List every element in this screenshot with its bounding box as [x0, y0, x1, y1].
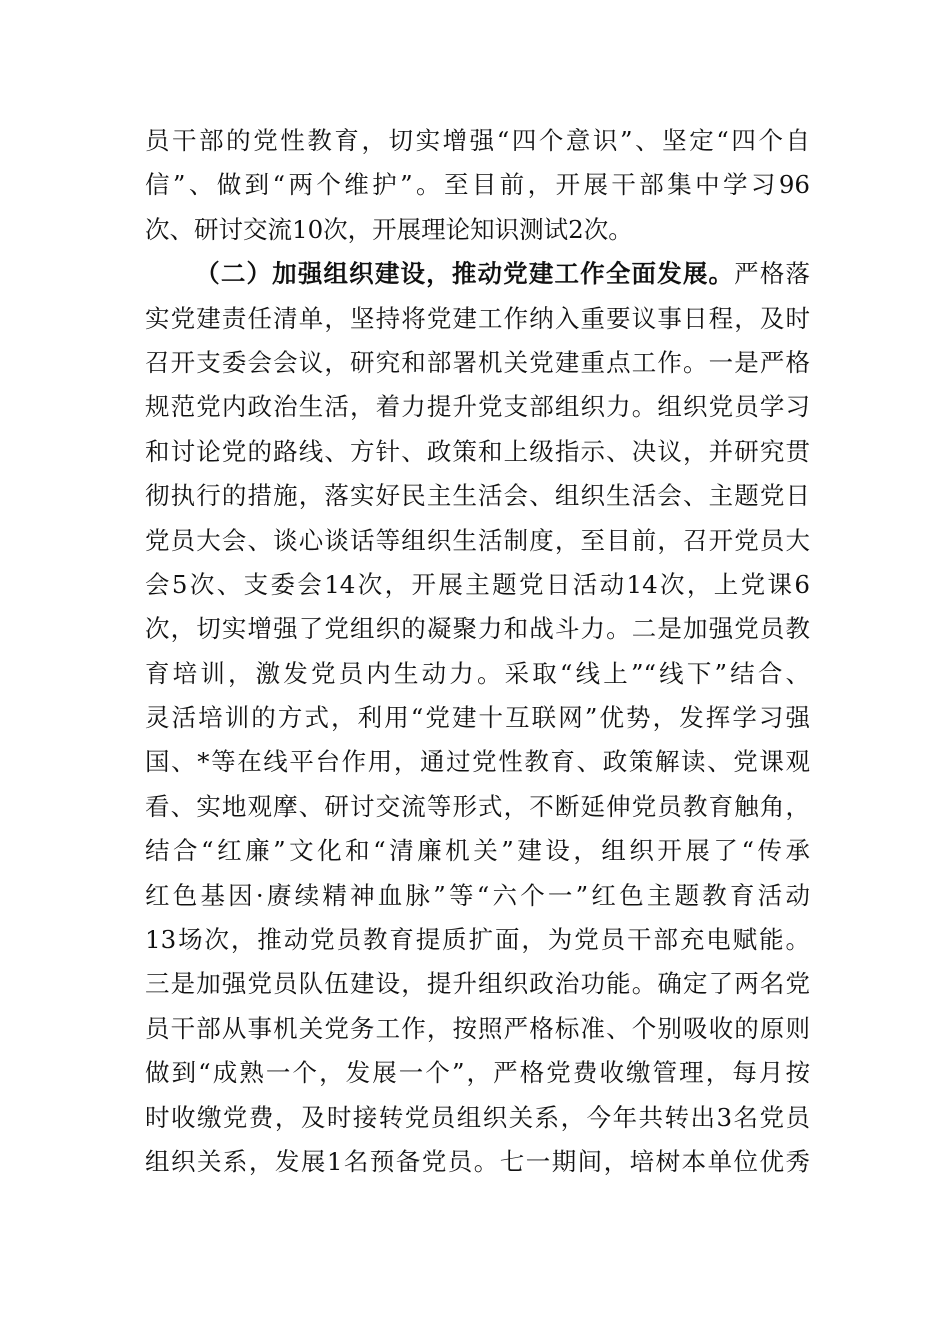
text-line [145, 563, 810, 607]
line-text: 育培训，激发党员内生动力。采取“线上”“线下”结合、 [145, 658, 810, 688]
line-text: 和讨论党的路线、方针、政策和上级指示、决议，并研究贯 [145, 436, 810, 466]
line-text: 次、研讨交流10次，开展理论知识测试2次。 [145, 214, 633, 244]
line-text: 员干部的党性教育，切实增强“四个意识”、坚定“四个自 [145, 126, 810, 155]
line-text: 看、实地观摩、研讨交流等形式，不断延伸党员教育触角， [145, 791, 810, 821]
text-line [145, 1096, 810, 1140]
text-line [145, 829, 810, 873]
text-line [145, 474, 810, 518]
text-line [145, 163, 810, 207]
line-text: 组织关系，发展1名预备党员。七一期间，培树本单位优秀 [145, 1146, 810, 1176]
text-line [145, 696, 810, 740]
text-line [145, 918, 810, 962]
text-line [145, 1140, 810, 1184]
body-text [145, 119, 810, 1184]
line-text: 员干部从事机关党务工作，按照严格标准、个别吸收的原则 [145, 1013, 810, 1043]
text-line [145, 297, 810, 341]
text-line [145, 874, 810, 918]
line-text: 会5次、支委会14次，开展主题党日活动14次，上党课6 [145, 569, 810, 599]
text-line [145, 652, 810, 696]
line-text: 国、*等在线平台作用，通过党性教育、政策解读、党课观 [145, 747, 810, 777]
line-text: 信”、做到“两个维护”。至目前，开展干部集中学习96 [145, 170, 810, 200]
text-line [145, 1007, 810, 1051]
section-heading: （二）加强组织建设，推动党建工作全面发展。 [194, 259, 735, 289]
line-text: 红色基因·赓续精神血脉”等“六个一”红色主题教育活动 [145, 880, 810, 910]
line-text: 严格落 [734, 259, 811, 289]
line-text: 召开支委会会议，研究和部署机关党建重点工作。一是严格 [145, 347, 810, 377]
line-text: 党员大会、谈心谈话等组织生活制度，至目前，召开党员大 [145, 525, 810, 555]
text-line [145, 341, 810, 385]
line-text: 次，切实增强了党组织的凝聚力和战斗力。二是加强党员教 [145, 614, 810, 644]
text-line [145, 607, 810, 651]
text-line [145, 119, 810, 163]
text-line [145, 1051, 810, 1095]
text-line [145, 962, 810, 1006]
text-line [145, 785, 810, 829]
text-line [145, 385, 810, 429]
text-line [145, 740, 810, 784]
line-text: 时收缴党费，及时接转党员组织关系，今年共转出3名党员 [145, 1102, 810, 1132]
text-line [145, 519, 810, 563]
text-line [145, 252, 810, 296]
text-line [145, 430, 810, 474]
line-text: 彻执行的措施，落实好民主生活会、组织生活会、主题党日 [145, 481, 810, 511]
line-text: 13场次，推动党员教育提质扩面，为党员干部充电赋能。 [145, 925, 810, 955]
text-line [145, 208, 810, 252]
line-text: 三是加强党员队伍建设，提升组织政治功能。确定了两名党 [145, 969, 810, 999]
line-text: 灵活培训的方式，利用“党建十互联网”优势，发挥学习强 [145, 703, 810, 733]
line-text: 结合“红廉”文化和“清廉机关”建设，组织开展了“传承 [145, 836, 810, 866]
line-text: 做到“成熟一个，发展一个”，严格党费收缴管理，每月按 [145, 1058, 810, 1088]
line-text: 实党建责任清单，坚持将党建工作纳入重要议事日程，及时 [145, 303, 810, 333]
line-text: 规范党内政治生活，着力提升党支部组织力。组织党员学习 [145, 392, 810, 422]
